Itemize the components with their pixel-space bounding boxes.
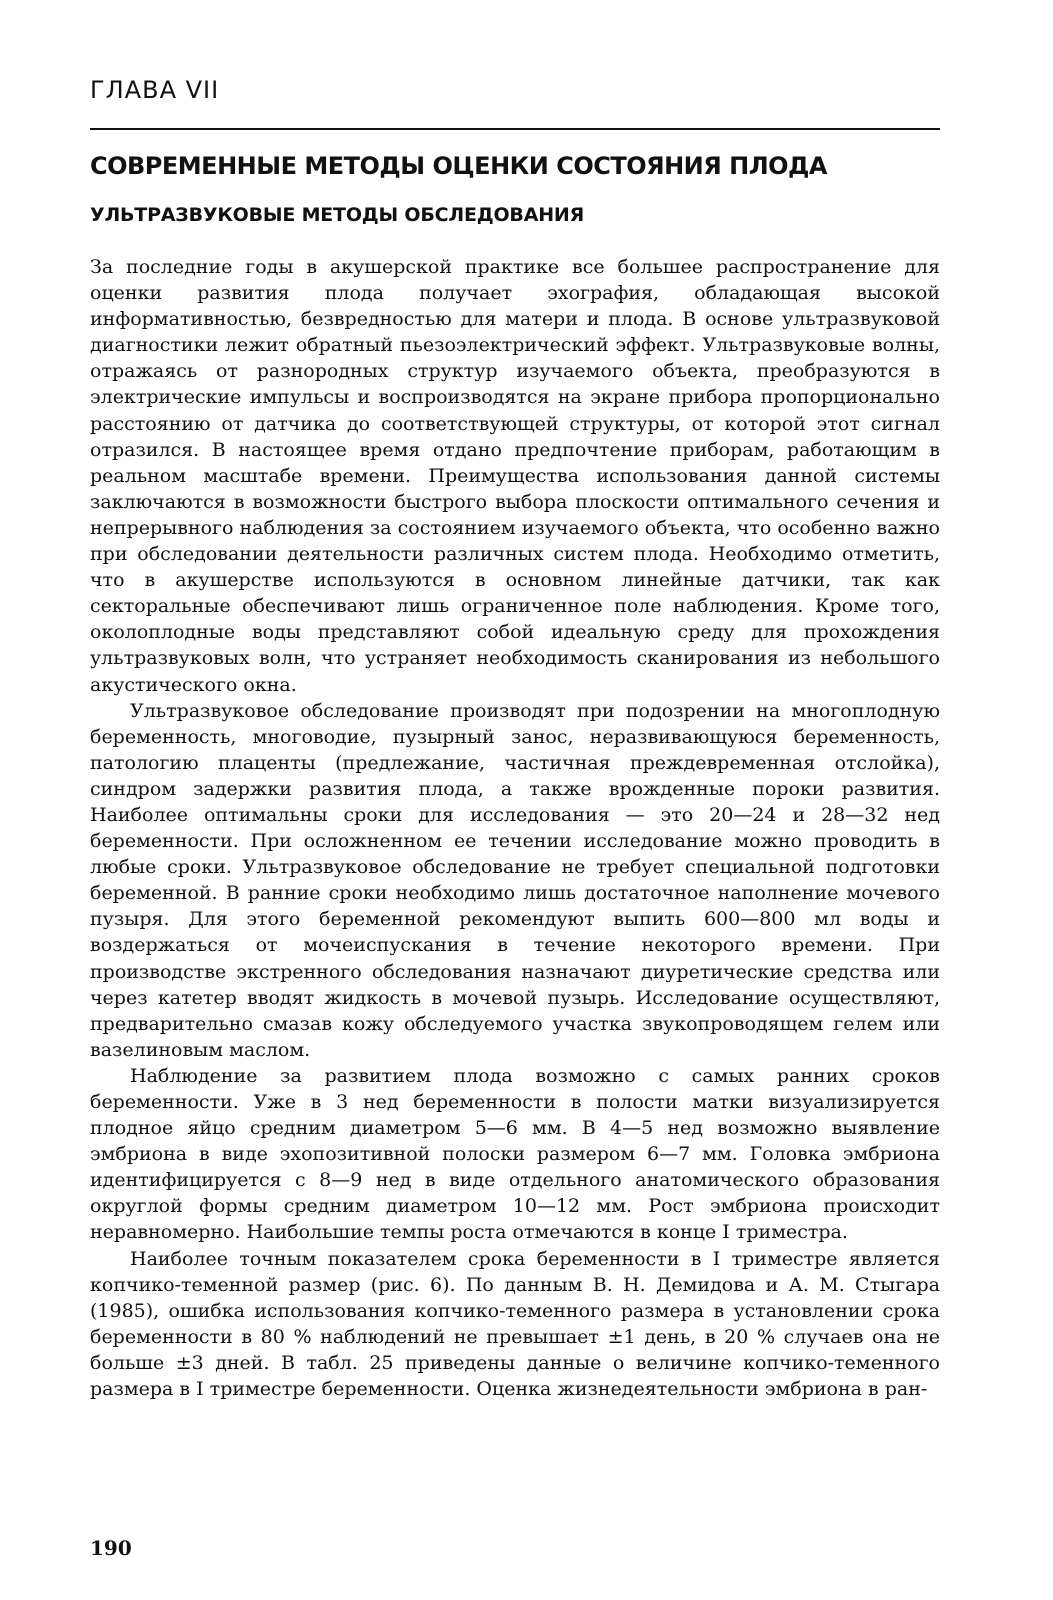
section-subtitle: УЛЬТРАЗВУКОВЫЕ МЕТОДЫ ОБСЛЕДОВАНИЯ <box>90 204 585 226</box>
header-rule <box>90 128 940 130</box>
paragraph-3: Наблюдение за развитием плода возможно с самых ранних сроков беременности. Уже в 3 нед беременности в полости матки визуализируется плодное яйцо средним диаметром 5—6 мм. В 4—5 нед возможно выявление эмбриона в виде эхопозитивной полоски размером 6—7 мм. Головка эмбриона идентифицируется с 8—9 нед в виде отдельного анатомического образования округлой формы средним диаметром 10—12 мм. Рост эмбриона происходит неравномерно. Наибольшие темпы роста отмечаются в конце I триместра. <box>90 1064 940 1244</box>
page <box>90 76 940 1402</box>
paragraph-4: Наиболее точным показателем срока беременности в I триместре является копчико-теменной размер (рис. 6). По данным В. Н. Демидова и А. М. Стыгара (1985), ошибка использования копчико-теменного размера в установлении срока беременности в 80 % наблюдений не превышает ±1 день, в 20 % случаев она не больше ±3 дней. В табл. 25 приведены данные о величине копчико-теменного размера в I триместре беременности. Оценка жизнедеятельности эмбриона в ран- <box>90 1247 940 1401</box>
paragraph-2: Ультразвуковое обследование производят при подозрении на многоплодную беременность, многоводие, пузырный занос, неразвивающуюся беременность, патологию плаценты (предлежание, частичная преждевременная отслойка), синдром задержки развития плода, а также врожденные пороки развития. Наиболее оптимальны сроки для исследования — это 20—24 и 28—32 нед беременности. При осложненном ее течении исследование можно проводить в любые сроки. Ультразвуковое обследование не требует специальной подготовки беременной. В ранние сроки необходимо лишь достаточное наполнение мочевого пузыря. Для этого беременной рекомендуют выпить 600—800 мл воды и воздержаться от мочеиспускания в течение некоторого времени. При производстве экстренного обследования назначают диуретические средства или через катетер вводят жидкость в мочевой пузырь. Исследование осуществляют, предварительно смазав кожу обследуемого участка звукопроводящем гелем или вазелиновым маслом. <box>90 699 940 1061</box>
chapter-label: ГЛАВА VII <box>90 76 220 104</box>
chapter-title: СОВРЕМЕННЫЕ МЕТОДЫ ОЦЕНКИ СОСТОЯНИЯ ПЛОДА <box>90 152 827 180</box>
page-number: 190 <box>90 1536 132 1560</box>
body-text <box>90 254 940 1402</box>
paragraph-1: За последние годы в акушерской практике все большее распространение для оценки развития плода получает эхография, обладающая высокой информативностью, безвредностью для матери и плода. В основе ультразвуковой диагностики лежит обратный пьезоэлектрический эффект. Ультразвуковые волны, отражаясь от разнородных структур изучаемого объекта, преобразуются в электрические импульсы и воспроизводятся на экране прибора пропорционально расстоянию от датчика до соответствующей структуры, от которой этот сигнал отразился. В настоящее время отдано предпочтение приборам, работающим в реальном масштабе времени. Преимущества использования данной системы заключаются в возможности быстрого выбора плоскости оптимального сечения и непрерывного наблюдения за состоянием изучаемого объекта, что особенно важно при обследовании деятельности различных систем плода. Необходимо отметить, что в акушерстве используются в основном линейные датчики, так как секторальные обеспечивают лишь ограниченное поле наблюдения. Кроме того, околоплодные воды представляют собой идеальную среду для прохождения ультразвуковых волн, что устраняет необходимость сканирования из небольшого акустического окна. <box>90 256 940 696</box>
